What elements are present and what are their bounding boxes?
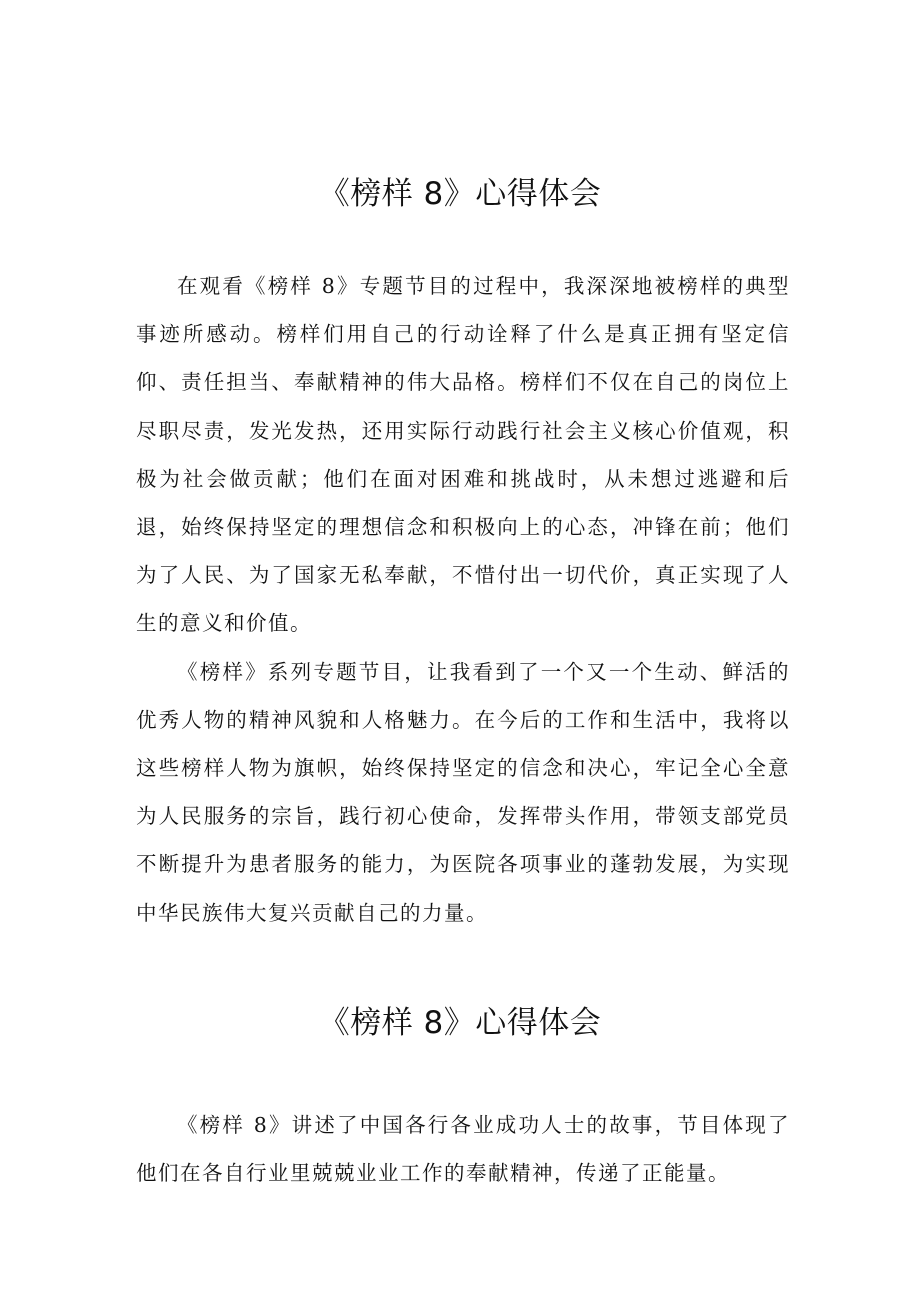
section-1-paragraph-2: 《榜样》系列专题节目，让我看到了一个又一个生动、鲜活的优秀人物的精神风貌和人格魅力。在今后的工作和生活中，我将以这些榜样人物为旗帜，始终保持坚定的信念和决心，牢记全心全意为人民服务的宗旨，践行初心使命，发挥带头作用，带领支部党员不断提升为患者服务的能力，为医院各项事业的蓬勃发展，为实现中华民族伟大复兴贡献自己的力量。 [136,659,790,925]
section-1-paragraph-1: 在观看《榜样 8》专题节目的过程中，我深深地被榜样的典型事迹所感动。榜样们用自己的行动诠释了什么是真正拥有坚定信仰、责任担当、奉献精神的伟大品格。榜样们不仅在自己的岗位上尽职尽责，发光发热，还用实际行动践行社会主义核心价值观，积极为社会做贡献；他们在面对困难和挑战时，从未想过逃避和后退，始终保持坚定的理想信念和积极向上的心态，冲锋在前；他们为了人民、为了国家无私奉献，不惜付出一切代价，真正实现了人生的意义和价值。 [136,274,790,636]
section-1-body [136,262,790,937]
section-2-paragraph-1: 《榜样 8》讲述了中国各行各业成功人士的故事，节目体现了他们在各自行业里兢兢业业工作的奉献精神，传递了正能量。 [136,1113,790,1186]
section-2-title: 《榜样 8》心得体会 [318,1005,602,1041]
section-2-body [136,1101,790,1197]
section-1-title: 《榜样 8》心得体会 [318,176,602,212]
